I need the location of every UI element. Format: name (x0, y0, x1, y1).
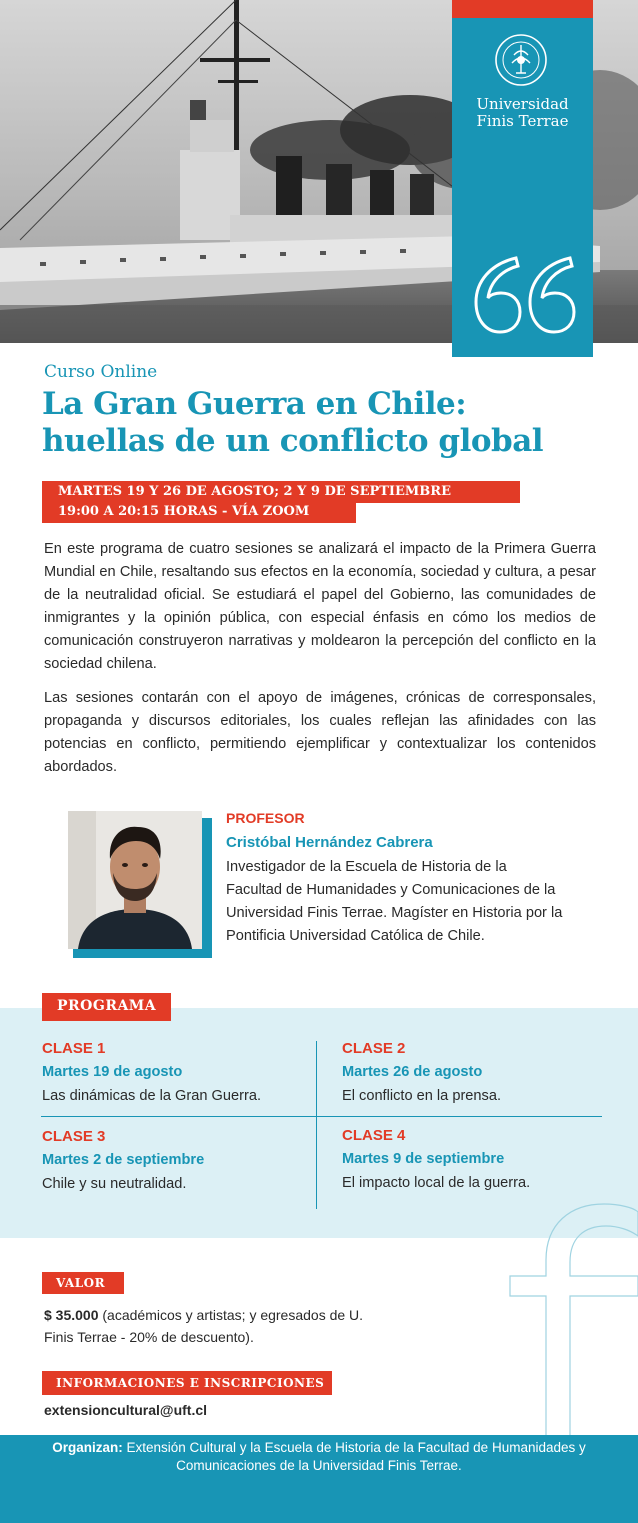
price-note: (académicos y artistas; y egresados de U. Finis Terrae - 20% de descuento). (44, 1307, 364, 1345)
course-methodology: Las sesiones contarán con el apoyo de imágenes, crónicas de corresponsales, propaganda y discursos editoriales, los cuales reflejan las afinidades con las potencias en conflicto, permitiendo ejemplificar y contextualizar los contenidos abordados. (44, 690, 596, 775)
class-3 (42, 1128, 312, 1192)
professor-name: Cristóbal Hernández Cabrera (226, 834, 433, 851)
class-date: Martes 19 de agosto (42, 1064, 183, 1080)
course-dates: MARTES 19 Y 26 DE AGOSTO; 2 Y 9 DE SEPTIEMBRE (42, 481, 520, 503)
program-label: PROGRAMA (42, 993, 171, 1021)
class-number: CLASE 1 (42, 1040, 106, 1057)
class-topic: El impacto local de la guerra. (342, 1175, 531, 1191)
course-title-line2: huellas de un conflicto global (42, 423, 544, 459)
footer-organizers (40, 1439, 598, 1475)
class-topic: El conflicto en la prensa. (342, 1088, 501, 1104)
contact-email-link[interactable]: extensioncultural@uft.cl (44, 1402, 208, 1418)
price-info (44, 1304, 384, 1348)
class-topic: Las dinámicas de la Gran Guerra. (42, 1088, 262, 1104)
program-vertical-divider (316, 1041, 317, 1209)
price-label: VALOR (42, 1272, 124, 1294)
course-title-line1: La Gran Guerra en Chile: (42, 386, 467, 422)
class-date: Martes 26 de agosto (342, 1064, 483, 1080)
university-name-line2: Finis Terrae (476, 112, 569, 130)
university-seal-icon (494, 33, 548, 87)
program-horizontal-divider (41, 1116, 602, 1117)
class-2 (342, 1040, 612, 1104)
footer-text: Extensión Cultural y la Escuela de Historia de la Facultad de Humanidades y Comunicaciones de la Universidad Finis Terrae. (122, 1440, 586, 1473)
class-1 (42, 1040, 312, 1104)
class-date: Martes 9 de septiembre (342, 1151, 505, 1167)
brand-panel (452, 0, 593, 357)
university-name (452, 96, 593, 130)
class-4 (342, 1127, 612, 1191)
brand-accent-bar (452, 0, 593, 18)
class-date: Martes 2 de septiembre (42, 1152, 205, 1168)
quote-mark-icon (468, 250, 578, 340)
professor-bio: Investigador de la Escuela de Historia de la Facultad de Humanidades y Comunicaciones de la Universidad Finis Terrae. Magíster en Historia por la Pontificia Universidad Católica de Chile. (226, 859, 563, 944)
class-number: CLASE 2 (342, 1040, 406, 1057)
footer-lead: Organizan: (52, 1440, 123, 1455)
price-amount: $ 35.000 (44, 1307, 99, 1323)
professor-photo (68, 811, 202, 949)
class-topic: Chile y su neutralidad. (42, 1176, 187, 1192)
university-name-line1: Universidad (476, 95, 569, 113)
contact-label: INFORMACIONES E INSCRIPCIONES (42, 1371, 332, 1395)
course-description: En este programa de cuatro sesiones se analizará el impacto de la Primera Guerra Mundial en Chile, resaltando sus efectos en la economía, sociedad y cultura, a pesar de la neutralidad oficial. Se estudiará el papel del Gobierno, las comunidades de inmigrantes y la opinión pública, con especial énfasis en cómo los medios de comunicación construyeron narrativas y moldearon la percepción del conflicto en la sociedad chilena. (44, 541, 596, 672)
professor-label: PROFESOR (226, 810, 305, 826)
professor-portrait (68, 811, 202, 949)
course-schedule: 19:00 A 20:15 HORAS - VÍA ZOOM (42, 502, 356, 523)
class-number: CLASE 3 (42, 1128, 106, 1145)
decorative-f-letter-icon (486, 1200, 638, 1460)
course-subtitle: Curso Online (44, 362, 158, 382)
class-number: CLASE 4 (342, 1127, 406, 1144)
course-title (42, 386, 543, 460)
